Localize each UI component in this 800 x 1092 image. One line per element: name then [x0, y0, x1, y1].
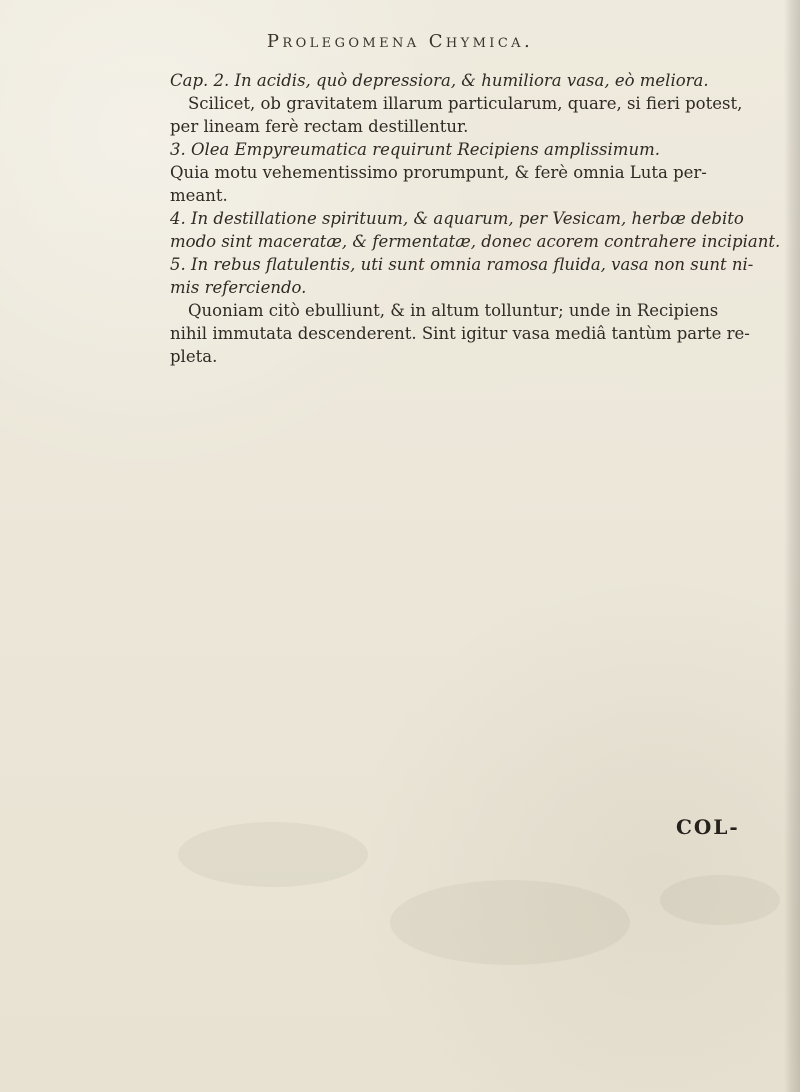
catchword: COL- — [676, 815, 740, 839]
text-line: modo sint maceratæ, & fermentatæ, donec acorem contrahere incipiant. — [170, 232, 781, 251]
paper-stain — [390, 880, 630, 965]
text-line: mis referciendo. — [170, 278, 307, 297]
paper-stain — [660, 875, 780, 925]
main-text-block — [170, 69, 781, 368]
text-line: 4. In destillatione spirituum, & aquarum, per Vesicam, herbæ debito — [170, 209, 744, 228]
text-line: nihil immutata descenderent. Sint igitur vasa mediâ tantùm parte re- — [170, 324, 750, 343]
paper-stain — [178, 822, 368, 887]
text-line: 5. In rebus flatulentis, uti sunt omnia ramosa fluida, vasa non sunt ni- — [170, 255, 754, 274]
page-fold-shadow — [784, 0, 800, 1092]
text-line: Scilicet, ob gravitatem illarum particularum, quare, si fieri potest, — [188, 94, 743, 113]
text-line: Cap. 2. In acidis, quò depressiora, & humiliora vasa, eò meliora. — [170, 71, 709, 90]
text-line: pleta. — [170, 347, 218, 366]
text-line: Quia motu vehementissimo prorumpunt, & ferè omnia Luta per- — [170, 163, 707, 182]
text-line: per lineam ferè rectam destillentur. — [170, 117, 469, 136]
page-header: Prolegomena Chymica. — [266, 31, 534, 52]
text-line: meant. — [170, 186, 228, 205]
text-line: 3. Olea Empyreumatica requirunt Recipiens amplissimum. — [170, 140, 660, 159]
text-line: Quoniam citò ebulliunt, & in altum tolluntur; unde in Recipiens — [188, 301, 719, 320]
